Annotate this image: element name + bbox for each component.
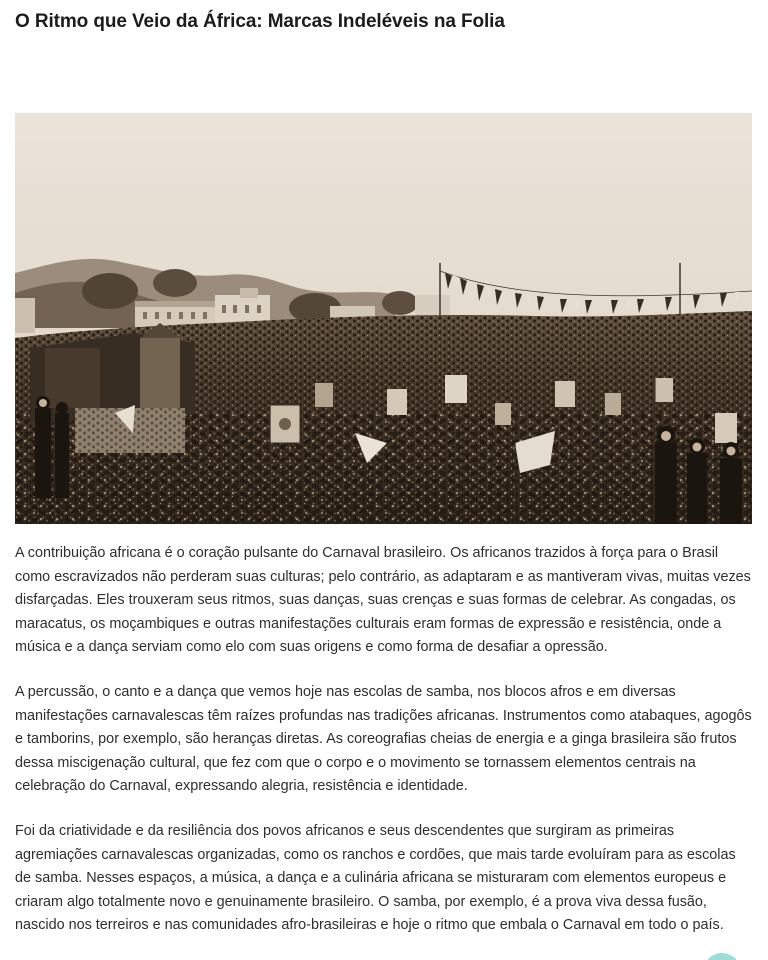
article-title: O Ritmo que Veio da África: Marcas Indeléveis na Folia (15, 11, 505, 32)
crowd-photo-illustration (15, 113, 752, 524)
paragraph-1: A contribuição africana é o coração pulsante do Carnaval brasileiro. Os africanos trazidos à força para o Brasil como escravizados não perderam suas culturas; pelo contrário, as adaptaram e as mantiveram vivas, muitas vezes disfarçadas. Eles trouxeram seus ritmos, suas danças, suas crenças e suas formas de celebrar. As congadas, os maracatus, os moçambiques e outras manifestações culturais eram formas de expressão e resistência, onde a música e a dança serviam como elo com suas origens e como forma de desafiar a opressão. (15, 545, 751, 656)
article-body (15, 542, 755, 959)
historical-crowd-photo (15, 113, 752, 524)
paragraph-2: A percussão, o canto e a dança que vemos hoje nas escolas de samba, nos blocos afros e em diversas manifestações carnavalescas têm raízes profundas nas tradições africanas. Instrumentos como atabaques, agogôs e tamborins, por exemplo, são heranças diretas. As coreografias cheias de energia e a ginga brasileira são frutos dessa miscigenação cultural, que fez com que o corpo e o movimento se tornassem elementos centrais na celebração do Carnaval, expressando alegria, resistência e identidade. (15, 683, 752, 795)
paragraph-3: Foi da criatividade e da resiliência dos povos africanos e seus descendentes que surgiram as primeiras agremiações carnavalescas organizadas, como os ranchos e cordões, que mais tarde evoluíram para as escolas de samba. Nesses espaços, a música, a dança e a culinária africana se misturaram com elementos europeus e criaram algo totalmente novo e genuinamente brasileiro. O samba, por exemplo, é a prova viva dessa fusão, nascido nos terreiros e nas comunidades afro-brasileiras e hoje o ritmo que embala o Carnaval em todo o país. (15, 822, 736, 934)
